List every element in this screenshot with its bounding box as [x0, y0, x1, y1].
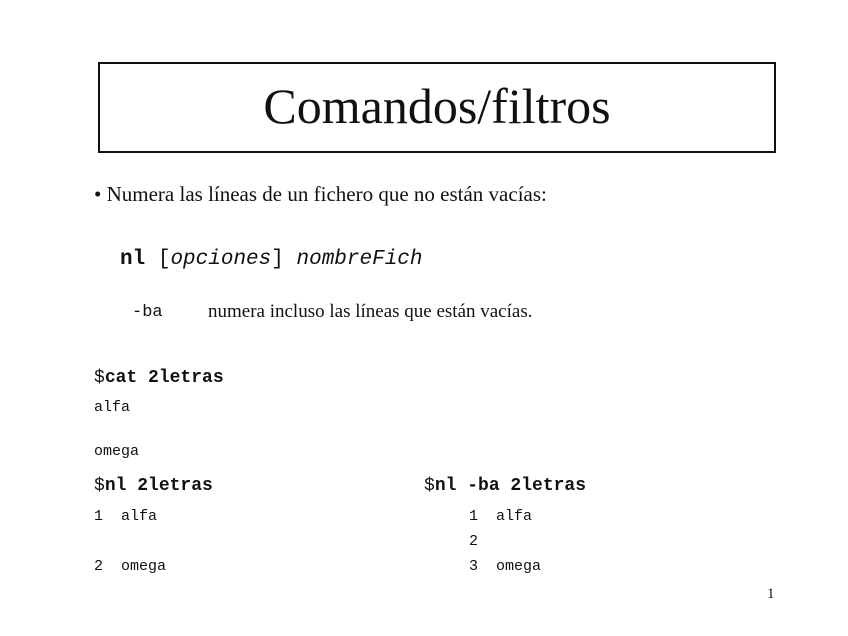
nl-output-line	[94, 508, 157, 525]
syntax-options: opciones	[170, 248, 272, 271]
line-number: 3	[469, 558, 479, 575]
nl-ba-output-line	[469, 508, 532, 525]
syntax-command: nl	[120, 248, 146, 271]
bullet-description: • Numera las líneas de un fichero que no están vacías:	[94, 182, 547, 206]
cat-output-line: alfa	[94, 399, 131, 416]
nl-prompt-line	[94, 476, 213, 496]
option-flag: -ba	[132, 303, 163, 322]
syntax-filename: nombreFich	[296, 248, 423, 271]
cat-prompt-symbol: $	[94, 368, 105, 388]
line-text: alfa	[121, 508, 158, 525]
nl-ba-prompt-line	[424, 476, 586, 496]
syntax-close-bracket: ]	[271, 248, 284, 271]
cat-prompt-line	[94, 368, 224, 388]
slide-title: Comandos/filtros	[263, 77, 611, 134]
nl-ba-prompt-symbol: $	[424, 476, 435, 496]
line-number: 1	[469, 508, 479, 525]
nl-ba-command: nl -ba 2letras	[434, 476, 587, 496]
nl-command: nl 2letras	[104, 476, 213, 496]
syntax-open-bracket: [	[157, 248, 171, 271]
line-text: omega	[121, 558, 167, 575]
nl-ba-output-line	[469, 533, 496, 550]
line-text: omega	[496, 558, 542, 575]
line-number: 2	[94, 558, 104, 575]
command-syntax	[120, 248, 423, 271]
nl-ba-output-line	[469, 558, 541, 575]
line-text: alfa	[496, 508, 533, 525]
title-box	[98, 62, 776, 153]
nl-output-line	[94, 558, 166, 575]
line-number: 1	[94, 508, 104, 525]
line-number: 2	[469, 533, 479, 550]
nl-prompt-symbol: $	[94, 476, 105, 496]
page-number: 1	[767, 586, 775, 602]
cat-command: cat 2letras	[104, 368, 224, 388]
cat-output-line: omega	[94, 443, 140, 460]
option-description: numera incluso las líneas que están vacías.	[208, 301, 533, 322]
